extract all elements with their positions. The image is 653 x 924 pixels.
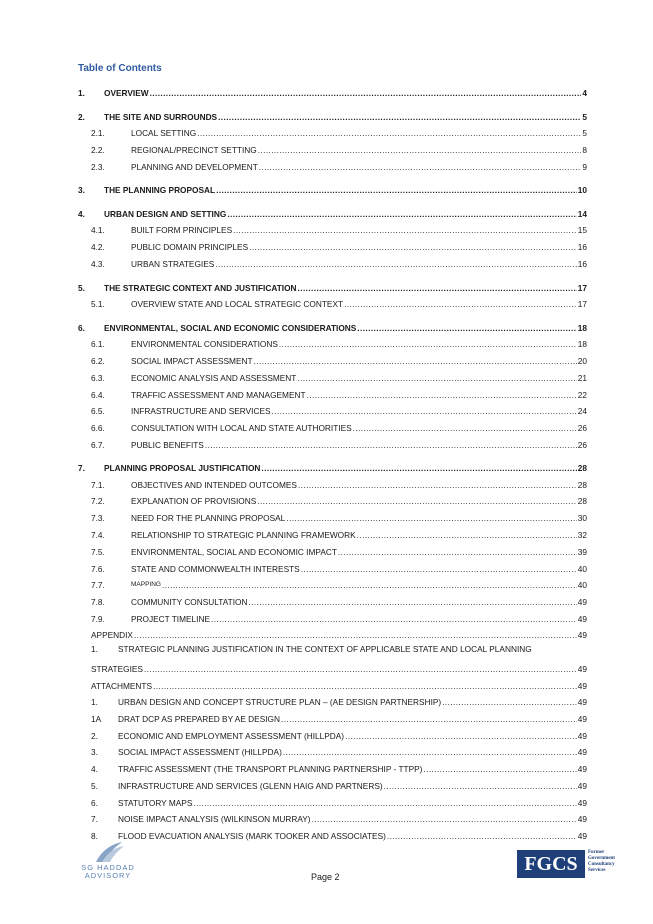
dot-leader bbox=[286, 513, 576, 523]
toc-entry-label: ATTACHMENTS bbox=[91, 681, 152, 691]
toc-entry[interactable] bbox=[78, 419, 587, 433]
toc-entry[interactable] bbox=[78, 760, 587, 774]
toc-entry-label: RELATIONSHIP TO STRATEGIC PLANNING FRAMEWORK bbox=[131, 530, 356, 540]
dot-leader bbox=[205, 440, 577, 450]
toc-entry-page: 49 bbox=[577, 831, 587, 841]
toc-entry-number: 7. bbox=[78, 463, 85, 473]
toc-entry-label: NOISE IMPACT ANALYSIS (WILKINSON MURRAY) bbox=[118, 814, 311, 824]
toc-entry-page: 49 bbox=[577, 681, 587, 691]
toc-entry-number: 4.3. bbox=[91, 259, 105, 269]
toc-entry-number: 7.4. bbox=[91, 530, 105, 540]
toc-entry-label: URBAN STRATEGIES bbox=[131, 259, 215, 269]
toc-entry-page: 22 bbox=[577, 390, 587, 400]
toc-entry-page: 49 bbox=[577, 747, 587, 757]
toc-entry[interactable] bbox=[78, 810, 587, 824]
toc-entry-label: FLOOD EVACUATION ANALYSIS (MARK TOOKER AND ASSOCIATES) bbox=[118, 831, 386, 841]
dot-leader bbox=[254, 356, 577, 366]
toc-entry-number: 3. bbox=[78, 185, 85, 195]
toc-entry-number: 2. bbox=[78, 112, 85, 122]
toc-entry-label: PLANNING PROPOSAL JUSTIFICATION bbox=[104, 463, 261, 473]
toc-entry-label: TRAFFIC ASSESSMENT AND MANAGEMENT bbox=[131, 390, 306, 400]
toc-entry[interactable] bbox=[78, 295, 587, 309]
dot-leader bbox=[384, 781, 577, 791]
toc-entry-page: 5 bbox=[582, 112, 587, 122]
toc-entry-page: 8 bbox=[582, 145, 587, 155]
toc-entry-page: 39 bbox=[577, 547, 587, 557]
dot-leader bbox=[150, 88, 582, 98]
toc-entry-label: COMMUNITY CONSULTATION bbox=[131, 597, 248, 607]
toc-entry[interactable] bbox=[91, 644, 532, 654]
dot-leader bbox=[387, 831, 577, 841]
dot-leader bbox=[258, 145, 582, 155]
toc-entry-label: ECONOMIC AND EMPLOYMENT ASSESSMENT (HILLPDA) bbox=[118, 731, 345, 741]
toc-entry-label: ECONOMIC ANALYSIS AND ASSESSMENT bbox=[131, 373, 297, 383]
toc-entry-page: 49 bbox=[577, 630, 587, 640]
toc-entry-page: 28 bbox=[577, 463, 587, 473]
toc-entry-page: 49 bbox=[577, 614, 587, 624]
toc-entry-page: 30 bbox=[577, 513, 587, 523]
toc-entry-label: PLANNING AND DEVELOPMENT bbox=[131, 162, 258, 172]
dot-leader bbox=[153, 681, 577, 691]
toc-entry-number: 1. bbox=[91, 644, 98, 654]
toc-entry-label: TRAFFIC ASSESSMENT (THE TRANSPORT PLANNING PARTNERSHIP - TTPP) bbox=[118, 764, 423, 774]
toc-entry-page: 17 bbox=[577, 283, 587, 293]
toc-entry-page: 16 bbox=[577, 242, 587, 252]
toc-entry-number: 7.6. bbox=[91, 564, 105, 574]
toc-entry-page: 24 bbox=[577, 406, 587, 416]
toc-entry-label: MAPPING bbox=[131, 581, 161, 588]
toc-entry-page: 49 bbox=[577, 697, 587, 707]
dot-leader bbox=[297, 373, 576, 383]
toc-entry-page: 14 bbox=[577, 209, 587, 219]
toc-entry[interactable] bbox=[78, 677, 587, 691]
toc-entry[interactable] bbox=[78, 593, 587, 607]
toc-entry-page: 28 bbox=[577, 496, 587, 506]
toc-section[interactable] bbox=[78, 279, 587, 293]
dot-leader bbox=[357, 323, 576, 333]
toc-entry-number: 2.1. bbox=[91, 128, 105, 138]
toc-entry-label: PUBLIC BENEFITS bbox=[131, 440, 204, 450]
toc-entry-page: 49 bbox=[577, 731, 587, 741]
toc-entry-number: 7.7. bbox=[91, 580, 105, 590]
toc-entry[interactable] bbox=[78, 335, 587, 349]
toc-entry-label: THE PLANNING PROPOSAL bbox=[104, 185, 216, 195]
toc-entry-page: 18 bbox=[577, 323, 587, 333]
toc-entry-number: 8. bbox=[91, 831, 98, 841]
toc-entry-page: 4 bbox=[582, 88, 587, 98]
toc-entry-page: 40 bbox=[577, 580, 587, 590]
sg-haddad-logo bbox=[78, 840, 138, 880]
toc-entry-number: 6.6. bbox=[91, 423, 105, 433]
toc-entry-number: 7.2. bbox=[91, 496, 105, 506]
toc-entry-page: 49 bbox=[577, 597, 587, 607]
toc-entry[interactable] bbox=[78, 386, 587, 400]
toc-entry-label: PUBLIC DOMAIN PRINCIPLES bbox=[131, 242, 249, 252]
dot-leader bbox=[357, 530, 577, 540]
toc-entry-label: STRATEGIC PLANNING JUSTIFICATION IN THE CONTEXT OF APPLICABLE STATE AND LOCAL PLANNING bbox=[118, 644, 532, 654]
toc-entry-label: OVERVIEW STATE AND LOCAL STRATEGIC CONTEXT bbox=[131, 299, 344, 309]
toc-entry-label: THE STRATEGIC CONTEXT AND JUSTIFICATION bbox=[104, 283, 297, 293]
toc-entry-number: 6. bbox=[78, 323, 85, 333]
dot-leader bbox=[257, 496, 577, 506]
toc-entry-label: URBAN DESIGN AND SETTING bbox=[104, 209, 227, 219]
toc-title: Table of Contents bbox=[78, 63, 162, 74]
fgcs-logo: FGCS bbox=[517, 850, 585, 878]
toc-entry-label: ENVIRONMENTAL CONSIDERATIONS bbox=[131, 339, 278, 349]
dot-leader bbox=[134, 630, 577, 640]
toc-entry-label: OBJECTIVES AND INTENDED OUTCOMES bbox=[131, 480, 297, 490]
toc-entry-number: 5. bbox=[78, 283, 85, 293]
toc-entry-label: LOCAL SETTING bbox=[131, 128, 197, 138]
toc-section[interactable] bbox=[78, 84, 587, 98]
toc-entry-label: ENVIRONMENTAL, SOCIAL AND ECONOMIC CONSIDERATIONS bbox=[104, 323, 357, 333]
dot-leader bbox=[218, 112, 581, 122]
toc-entry-label: INFRASTRUCTURE AND SERVICES (GLENN HAIG AND PARTNERS) bbox=[118, 781, 383, 791]
sg-haddad-logo-text: SG HADDAD ADVISORY bbox=[81, 863, 135, 880]
toc-entry-page: 26 bbox=[577, 423, 587, 433]
dot-leader bbox=[259, 162, 582, 172]
dot-leader bbox=[307, 390, 577, 400]
toc-entry[interactable] bbox=[78, 610, 587, 624]
toc-entry-label: NEED FOR THE PLANNING PROPOSAL bbox=[131, 513, 286, 523]
dot-leader bbox=[261, 463, 576, 473]
toc-entry-page: 28 bbox=[577, 480, 587, 490]
toc-section[interactable] bbox=[78, 108, 587, 122]
toc-entry-label: REGIONAL/PRECINCT SETTING bbox=[131, 145, 257, 155]
dot-leader bbox=[281, 714, 577, 724]
dot-leader bbox=[442, 697, 577, 707]
toc-entry-number: 6.1. bbox=[91, 339, 105, 349]
toc-entry-page: 9 bbox=[582, 162, 587, 172]
toc-entry-number: 2.3. bbox=[91, 162, 105, 172]
toc-entry-label: STATE AND COMMONWEALTH INTERESTS bbox=[131, 564, 300, 574]
toc-entry[interactable] bbox=[78, 141, 587, 155]
dot-leader bbox=[353, 423, 577, 433]
fgcs-logo-subtitle: Former Government Consultancy Services bbox=[588, 850, 615, 873]
toc-section[interactable] bbox=[78, 181, 587, 195]
toc-entry[interactable] bbox=[78, 660, 587, 674]
dot-leader bbox=[162, 580, 577, 590]
toc-entry-number: 2.2. bbox=[91, 145, 105, 155]
dot-leader bbox=[283, 747, 577, 757]
toc-entry-page: 49 bbox=[577, 814, 587, 824]
toc-entry-number: 4. bbox=[78, 209, 85, 219]
dot-leader bbox=[344, 299, 577, 309]
toc-entry-page: 20 bbox=[577, 356, 587, 366]
toc-entry-number: 1. bbox=[78, 88, 85, 98]
toc-entry-label: BUILT FORM PRINCIPLES bbox=[131, 225, 233, 235]
toc-entry-number: 4.2. bbox=[91, 242, 105, 252]
dot-leader bbox=[211, 614, 577, 624]
dot-leader bbox=[338, 547, 577, 557]
toc-entry[interactable] bbox=[78, 710, 587, 724]
toc-entry-page: 49 bbox=[577, 714, 587, 724]
toc-section[interactable] bbox=[78, 319, 587, 333]
toc-entry[interactable] bbox=[78, 476, 587, 490]
toc-entry[interactable] bbox=[78, 124, 587, 138]
toc-entry[interactable] bbox=[78, 436, 587, 450]
dot-leader bbox=[227, 209, 576, 219]
dot-leader bbox=[301, 564, 577, 574]
toc-entry-number: 6.5. bbox=[91, 406, 105, 416]
dot-leader bbox=[298, 283, 577, 293]
dot-leader bbox=[233, 225, 577, 235]
toc-entry-number: 6.2. bbox=[91, 356, 105, 366]
toc-entry-page: 49 bbox=[577, 781, 587, 791]
toc-entry-number: 7. bbox=[91, 814, 98, 824]
toc-entry-label: DRAT DCP AS PREPARED BY AE DESIGN bbox=[118, 714, 280, 724]
toc-entry-page: 18 bbox=[577, 339, 587, 349]
toc-entry-number: 6.4. bbox=[91, 390, 105, 400]
dot-leader bbox=[279, 339, 577, 349]
dot-leader bbox=[249, 242, 577, 252]
toc-entry[interactable] bbox=[78, 492, 587, 506]
toc-entry-number: 2. bbox=[91, 731, 98, 741]
toc-entry[interactable] bbox=[78, 402, 587, 416]
toc-entry-page: 10 bbox=[577, 185, 587, 195]
toc-entry-label: INFRASTRUCTURE AND SERVICES bbox=[131, 406, 271, 416]
toc-entry[interactable] bbox=[78, 158, 587, 172]
toc-entry[interactable] bbox=[78, 693, 587, 707]
toc-entry[interactable] bbox=[78, 727, 587, 741]
toc-entry[interactable] bbox=[78, 777, 587, 791]
toc-entry-number: 5.1. bbox=[91, 299, 105, 309]
toc-entry[interactable] bbox=[78, 543, 587, 557]
toc-entry-number: 3. bbox=[91, 747, 98, 757]
sg-haddad-emblem-icon bbox=[78, 840, 138, 864]
dot-leader bbox=[272, 406, 577, 416]
toc-entry-page: 40 bbox=[577, 564, 587, 574]
toc-entry-page: 15 bbox=[577, 225, 587, 235]
toc-entry-page: 49 bbox=[577, 798, 587, 808]
toc-entry[interactable] bbox=[78, 560, 587, 574]
toc-entry-label: STATUTORY MAPS bbox=[118, 798, 193, 808]
toc-entry[interactable] bbox=[78, 827, 587, 841]
toc-entry[interactable] bbox=[78, 526, 587, 540]
toc-entry-page: 26 bbox=[577, 440, 587, 450]
toc-entry-label: ENVIRONMENTAL, SOCIAL AND ECONOMIC IMPACT bbox=[131, 547, 337, 557]
toc-entry[interactable] bbox=[78, 255, 587, 269]
toc-entry-label: APPENDIX bbox=[91, 630, 133, 640]
toc-entry-number: 4. bbox=[91, 764, 98, 774]
toc-entry-label: CONSULTATION WITH LOCAL AND STATE AUTHORITIES bbox=[131, 423, 352, 433]
toc-entry-page: 49 bbox=[577, 764, 587, 774]
toc-entry-page: 5 bbox=[582, 128, 587, 138]
toc-entry-number: 5. bbox=[91, 781, 98, 791]
dot-leader bbox=[312, 814, 577, 824]
dot-leader bbox=[144, 664, 577, 674]
toc-entry-number: 7.8. bbox=[91, 597, 105, 607]
toc-entry-number: 7.3. bbox=[91, 513, 105, 523]
dot-leader bbox=[298, 480, 577, 490]
toc-entry-label: SOCIAL IMPACT ASSESSMENT bbox=[131, 356, 253, 366]
toc-entry-number: 1A bbox=[91, 714, 102, 724]
toc-entry[interactable] bbox=[78, 221, 587, 235]
page-number: Page 2 bbox=[311, 872, 340, 882]
toc-section[interactable] bbox=[78, 205, 587, 219]
dot-leader bbox=[248, 597, 576, 607]
dot-leader bbox=[216, 185, 577, 195]
toc-entry-number: 1. bbox=[91, 697, 98, 707]
toc-section[interactable] bbox=[78, 459, 587, 473]
dot-leader bbox=[345, 731, 577, 741]
toc-entry-page: 17 bbox=[577, 299, 587, 309]
toc-entry[interactable] bbox=[78, 743, 587, 757]
toc-entry-label: PROJECT TIMELINE bbox=[131, 614, 210, 624]
toc-entry-label: THE SITE AND SURROUNDS bbox=[104, 112, 218, 122]
toc-entry[interactable] bbox=[78, 794, 587, 808]
toc-entry-page: 16 bbox=[577, 259, 587, 269]
toc-entry-label: SOCIAL IMPACT ASSESSMENT (HILLPDA) bbox=[118, 747, 282, 757]
toc-entry-number: 6.3. bbox=[91, 373, 105, 383]
toc-entry-label: STRATEGIES bbox=[91, 664, 143, 674]
toc-entry-number: 7.9. bbox=[91, 614, 105, 624]
dot-leader bbox=[215, 259, 576, 269]
dot-leader bbox=[423, 764, 576, 774]
toc-entry-number: 6. bbox=[91, 798, 98, 808]
toc-entry-number: 4.1. bbox=[91, 225, 105, 235]
toc-entry[interactable] bbox=[78, 369, 587, 383]
toc-entry-label: URBAN DESIGN AND CONCEPT STRUCTURE PLAN – (AE DESIGN PARTNERSHIP) bbox=[118, 697, 442, 707]
toc-entry-number: 6.7. bbox=[91, 440, 105, 450]
toc-entry-label: EXPLANATION OF PROVISIONS bbox=[131, 496, 257, 506]
toc-entry-page: 32 bbox=[577, 530, 587, 540]
toc-entry[interactable] bbox=[78, 238, 587, 252]
dot-leader bbox=[197, 128, 581, 138]
toc-entry-label: OVERVIEW bbox=[104, 88, 149, 98]
toc-entry-page: 49 bbox=[577, 664, 587, 674]
dot-leader bbox=[193, 798, 576, 808]
toc-entry-page: 21 bbox=[577, 373, 587, 383]
toc-entry[interactable] bbox=[78, 509, 587, 523]
toc-entry-number: 7.5. bbox=[91, 547, 105, 557]
toc-entry[interactable] bbox=[78, 626, 587, 640]
toc-entry-number: 7.1. bbox=[91, 480, 105, 490]
toc-entry[interactable] bbox=[78, 352, 587, 366]
toc-entry[interactable] bbox=[78, 576, 587, 590]
